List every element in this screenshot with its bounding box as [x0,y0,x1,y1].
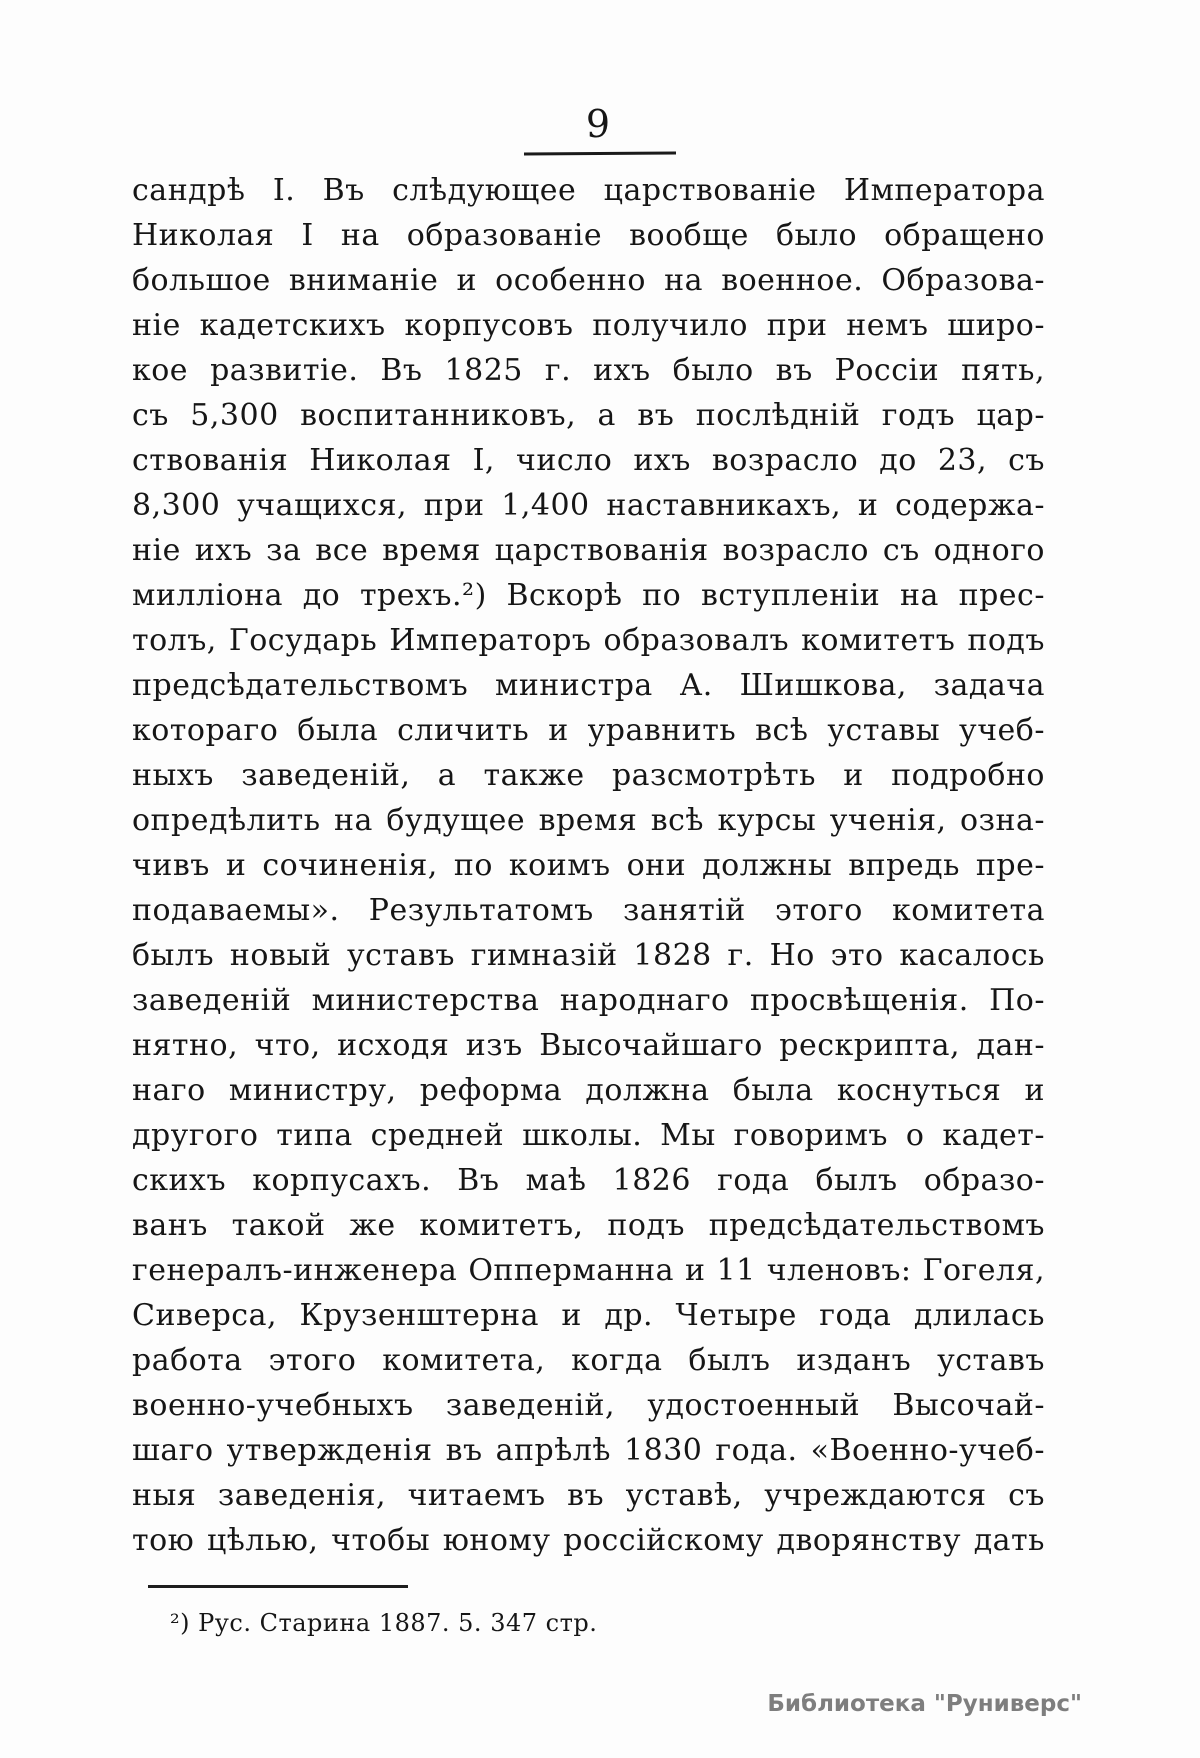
text-line: ныхъ заведеній, а также разсмотрѣть и подробно [132,758,1045,793]
footnote-rule [148,1585,408,1588]
body-text [132,168,1045,1563]
page-number: 9 [585,102,611,146]
text-line: съ 5,300 воспитанниковъ, а въ послѣдній годъ цар- [132,398,1045,433]
text-line: милліона до трехъ.²) Вскорѣ по вступленіи на прес- [132,578,1045,613]
text-line: толъ, Государь Императоръ образовалъ комитетъ подъ [132,623,1045,658]
text-line: шаго утвержденія въ апрѣлѣ 1830 года. «Военно-учеб- [132,1433,1045,1468]
text-line: работа этого комитета, когда былъ изданъ уставъ [132,1343,1045,1378]
text-line: ныя заведенія, читаемъ въ уставѣ, учреждаются съ [132,1478,1045,1513]
text-line: чивъ и сочиненія, по коимъ они должны впредь пре- [132,848,1045,883]
text-line: ванъ такой же комитетъ, подъ предсѣдательствомъ [132,1208,1045,1243]
text-line: предсѣдательствомъ министра А. Шишкова, задача [132,668,1045,703]
text-line: тою цѣлью, чтобы юному россійскому дворянству дать [132,1523,1045,1558]
text-line: другого типа средней школы. Мы говоримъ о кадет- [132,1118,1045,1153]
watermark: Библиотека "Руниверс" [767,1691,1082,1717]
text-line: сандрѣ I. Въ слѣдующее царствованіе Императора [132,173,1045,208]
text-line: большое вниманіе и особенно на военное. Образова- [132,263,1045,298]
text-line: былъ новый уставъ гимназій 1828 г. Но это касалось [132,938,1045,973]
text-line: подаваемы». Результатомъ занятій этого комитета [132,893,1045,928]
text-line: ніе ихъ за все время царствованія возрасло съ одного [132,533,1045,568]
text-line: ствованія Николая I, число ихъ возрасло до 23, съ [132,443,1045,478]
text-line: скихъ корпусахъ. Въ маѣ 1826 года былъ образо- [132,1163,1045,1198]
text-line: заведеній министерства народнаго просвѣщенія. По- [132,983,1045,1018]
text-line: котораго была сличить и уравнить всѣ уставы учеб- [132,713,1045,748]
page-number-rule [524,151,676,155]
text-line: генералъ-инженера Опперманна и 11 членовъ: Гогеля, [132,1253,1045,1288]
text-line: кое развитіе. Въ 1825 г. ихъ было въ Россіи пять, [132,353,1045,388]
footnote: ²) Рус. Старина 1887. 5. 347 стр. [170,1609,598,1637]
text-line: Николая I на образованіе вообще было обращено [132,218,1045,253]
text-line: ніе кадетскихъ корпусовъ получило при немъ широ- [132,308,1045,343]
text-line: наго министру, реформа должна была коснуться и [132,1073,1045,1108]
text-line: 8,300 учащихся, при 1,400 наставникахъ, и содержа- [132,488,1045,523]
text-line: опредѣлить на будущее время всѣ курсы ученія, озна- [132,803,1045,838]
text-line: нятно, что, исходя изъ Высочайшаго рескрипта, дан- [132,1028,1045,1063]
text-line: Сиверса, Крузенштерна и др. Четыре года длилась [132,1298,1045,1333]
text-line: военно-учебныхъ заведеній, удостоенный Высочай- [132,1388,1045,1423]
